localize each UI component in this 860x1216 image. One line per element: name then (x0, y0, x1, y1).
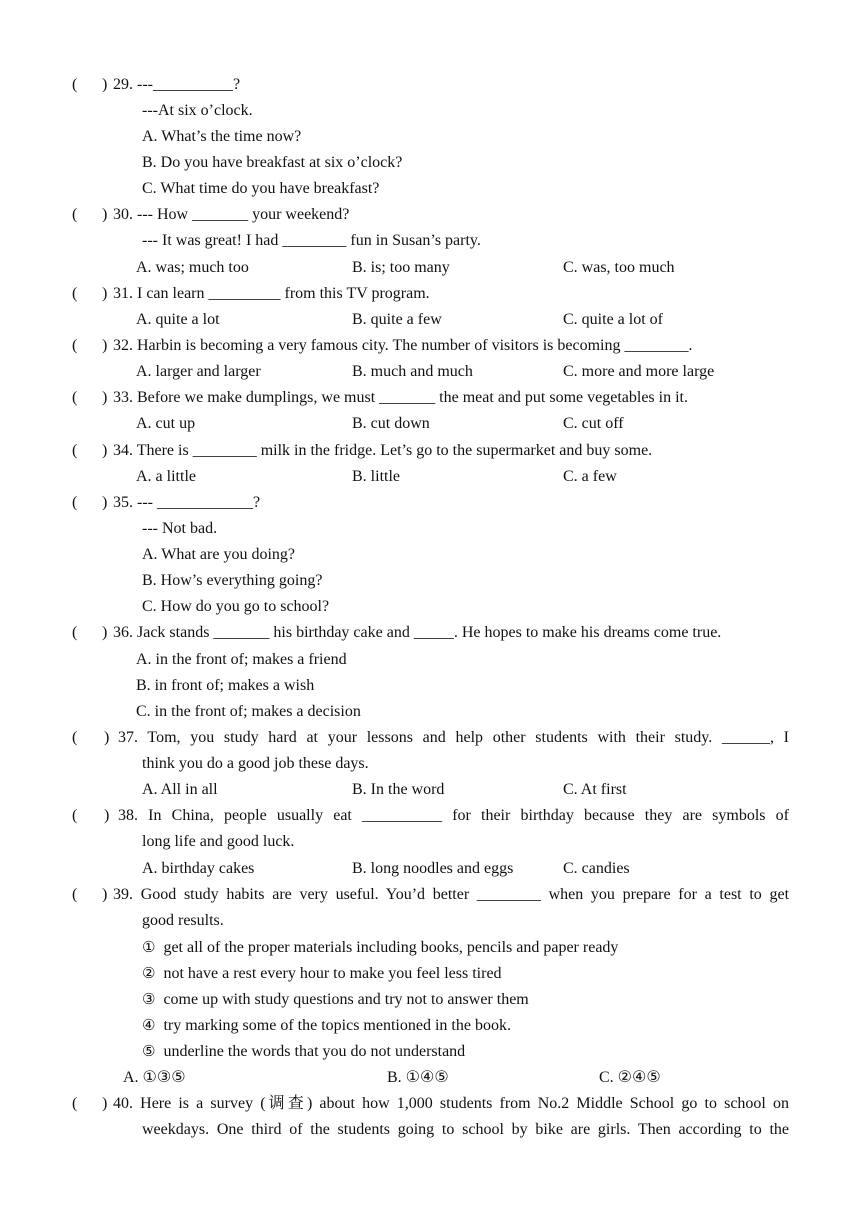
question-39-item-3: ③ come up with study questions and try not to answer them (142, 990, 529, 1008)
answer-bracket-open: ( (72, 729, 78, 746)
question-37-option-a: A. All in all (142, 781, 218, 798)
question-32-option-a: A. larger and larger (136, 363, 261, 380)
question-38-option-c: C. candies (563, 860, 630, 877)
answer-bracket-close: ) (102, 76, 108, 93)
question-36-option-a: A. in the front of; makes a friend (136, 651, 347, 668)
answer-bracket-close: ) (102, 337, 108, 354)
question-37-option-b: B. In the word (352, 781, 445, 798)
question-30-option-a: A. was; much too (136, 259, 249, 276)
question-38-stem-cont: long life and good luck. (142, 833, 295, 850)
question-36-stem: 36. Jack stands _______ his birthday cake and _____. He hopes to make his dreams come true. (113, 624, 722, 641)
question-35-option-a: A. What are you doing? (142, 546, 295, 563)
question-36-option-b: B. in front of; makes a wish (136, 677, 315, 694)
question-40-stem: 40. Here is a survey (调查) about how 1,000 students from No.2 Middle School go to school on (113, 1095, 789, 1112)
question-35-stem: 35. --- ____________? (113, 494, 261, 511)
question-32-option-b: B. much and much (352, 363, 473, 380)
answer-bracket-open: ( (72, 337, 78, 354)
question-37-option-c: C. At first (563, 781, 627, 798)
circled-number-4: ④ (142, 1016, 156, 1034)
answer-bracket-close: ) (102, 624, 108, 641)
question-38-option-b: B. long noodles and eggs (352, 860, 514, 877)
answer-bracket-close: ) (102, 494, 108, 511)
question-38-stem: 38. In China, people usually eat __________ for their birthday because they are symbols of (118, 807, 790, 824)
question-34-option-b: B. little (352, 468, 400, 485)
question-34-option-c: C. a few (563, 468, 617, 485)
question-39-item-5: ⑤ underline the words that you do not understand (142, 1042, 466, 1060)
answer-bracket-open: ( (72, 1095, 78, 1112)
question-33-option-a: A. cut up (136, 415, 196, 432)
answer-bracket-open: ( (72, 807, 78, 824)
question-33-option-c: C. cut off (563, 415, 624, 432)
answer-bracket-close: ) (104, 729, 110, 746)
question-30-stem: 30. --- How _______ your weekend? (113, 206, 350, 223)
question-31-option-c: C. quite a lot of (563, 311, 663, 328)
answer-bracket-close: ) (102, 389, 108, 406)
question-33-stem: 33. Before we make dumplings, we must _______ the meat and put some vegetables in it. (113, 389, 688, 406)
question-33-option-b: B. cut down (352, 415, 430, 432)
answer-bracket-open: ( (72, 389, 78, 406)
question-29-option-a: A. What’s the time now? (142, 128, 302, 145)
answer-bracket-open: ( (72, 76, 78, 93)
answer-bracket-open: ( (72, 494, 78, 511)
question-35-line: --- Not bad. (142, 520, 218, 537)
question-34-option-a: A. a little (136, 468, 196, 485)
answer-bracket-close: ) (102, 442, 108, 459)
answer-bracket-close: ) (102, 886, 108, 903)
question-30-option-b: B. is; too many (352, 259, 450, 276)
question-39-item-2: ② not have a rest every hour to make you feel less tired (142, 964, 502, 982)
circled-number-5: ⑤ (142, 1042, 156, 1060)
answer-bracket-close: ) (102, 285, 108, 302)
circled-number-2: ② (142, 964, 156, 982)
question-34-stem: 34. There is ________ milk in the fridge. Let’s go to the supermarket and buy some. (113, 442, 653, 459)
question-38-option-a: A. birthday cakes (142, 860, 255, 877)
answer-bracket-open: ( (72, 442, 78, 459)
answer-bracket-open: ( (72, 886, 78, 903)
question-29-option-c: C. What time do you have breakfast? (142, 180, 380, 197)
question-39-stem-cont: good results. (142, 912, 224, 929)
question-39-option-b: B. ①④⑤ (387, 1069, 449, 1086)
question-32-stem: 32. Harbin is becoming a very famous city. The number of visitors is becoming ________. (113, 337, 693, 354)
question-39-option-c: C. ②④⑤ (599, 1069, 661, 1086)
question-30-option-c: C. was, too much (563, 259, 675, 276)
answer-bracket-open: ( (72, 624, 78, 641)
question-35-option-b: B. How’s everything going? (142, 572, 323, 589)
answer-bracket-close: ) (102, 1095, 108, 1112)
question-37-stem: 37. Tom, you study hard at your lessons and help other students with their study. ______, I (118, 729, 789, 746)
question-31-option-b: B. quite a few (352, 311, 442, 328)
question-40-stem-cont: weekdays. One third of the students going to school by bike are girls. Then according to the (142, 1121, 789, 1138)
question-29-option-b: B. Do you have breakfast at six o’clock? (142, 154, 403, 171)
question-39-option-a: A. ①③⑤ (123, 1069, 186, 1086)
question-37-stem-cont: think you do a good job these days. (142, 755, 369, 772)
question-32-option-c: C. more and more large (563, 363, 715, 380)
question-31-stem: 31. I can learn _________ from this TV program. (113, 285, 430, 302)
question-36-option-c: C. in the front of; makes a decision (136, 703, 361, 720)
answer-bracket-close: ) (102, 206, 108, 223)
question-39-stem: 39. Good study habits are very useful. You’d better ________ when you prepare for a test to get (113, 886, 790, 903)
answer-bracket-close: ) (104, 807, 110, 824)
answer-bracket-open: ( (72, 206, 78, 223)
answer-bracket-open: ( (72, 285, 78, 302)
circled-number-3: ③ (142, 990, 156, 1008)
question-30-line: --- It was great! I had ________ fun in Susan’s party. (142, 232, 481, 249)
question-29-stem: 29. ---__________? (113, 76, 241, 93)
question-31-option-a: A. quite a lot (136, 311, 220, 328)
circled-number-1: ① (142, 938, 156, 956)
question-35-option-c: C. How do you go to school? (142, 598, 330, 615)
question-29-line: ---At six o’clock. (142, 102, 253, 119)
question-39-item-1: ① get all of the proper materials including books, pencils and paper ready (142, 938, 619, 956)
question-39-item-4: ④ try marking some of the topics mentioned in the book. (142, 1016, 511, 1034)
